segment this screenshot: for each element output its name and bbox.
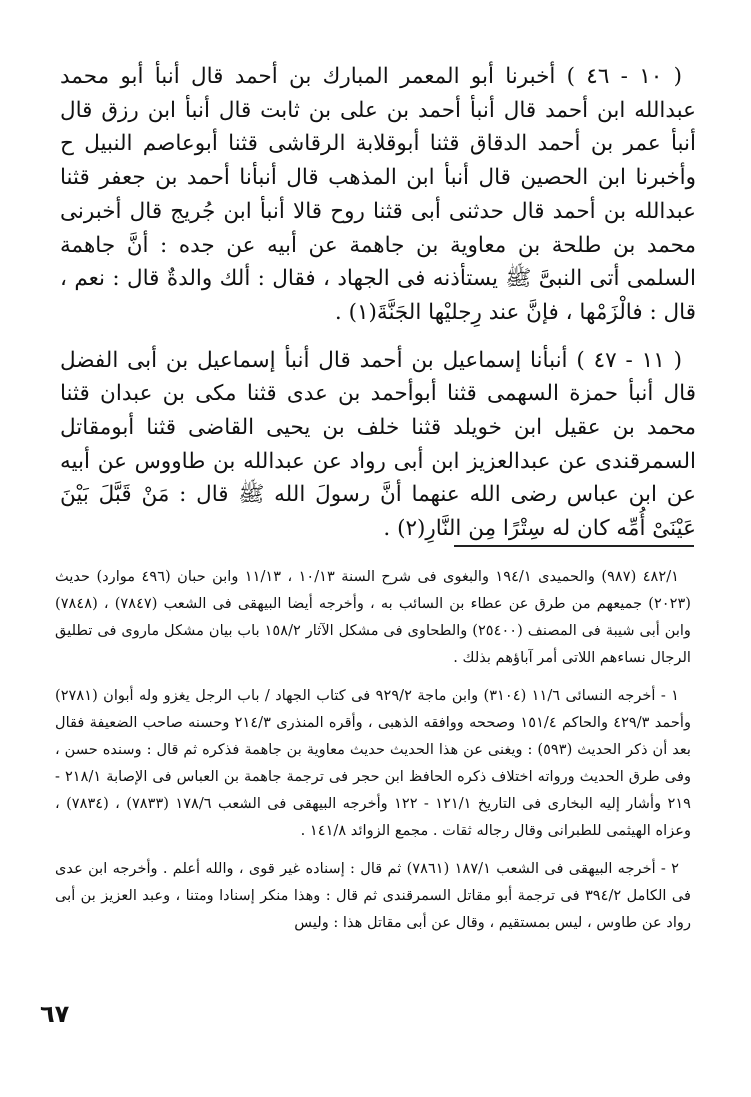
hadith-47: ( ١١ - ٤٧ ) أنبأنا إسماعيل بن أحمد قال أنبأ إسماعيل بن أبى الفضل قال أنبأ حمزة السهمى قثنا أبوأحمد بن عدى قثنا مكى بن عبدان قثنا محمد بن عقيل ابن خويلد قثنا خلف بن يحيى القاضى قثنا أبومقاتل السمرقندى عن عبدالعزيز ابن أبى رواد عن عبدالله بن طاووس عن أبيه عن ابن عباس رضى الله عنهما أنَّ رسولَ الله ﷺ قال : مَنْ قَبَّلَ بَيْنَ عَيْنَىْ أُمِّه كان له سِتْرًا مِن النَّارِ(٢) .	[60, 347, 696, 542]
page-number: ٦٧	[40, 1000, 70, 1028]
footnotes	[55, 563, 691, 947]
footnote-1: ١ - أخرجه النسائى ١١/٦ (٣١٠٤) وابن ماجة ٩٢٩/٢ فى كتاب الجهاد / باب الرجل يغزو وله أبوان (٢٧٨١) وأحمد ٤٢٩/٣ والحاكم ١٥١/٤ وصححه ووافقه الذهبى ، وأقره المنذرى ٢١٤/٣ وحسنه صاحب الضعيفة فقال بعد أن ذكر الحديث (٥٩٣) : ويغنى عن هذا الحديث حديث معاوية بن جاهمة فذكره ثم قال : وسنده حسن ، وفى طرق الحديث ورواته اختلاف ذكره الحافظ ابن حجر فى ترجمة جاهمة بن العباس فى الإصابة ٢١٨/١ - ٢١٩ وأشار إليه البخارى فى التاريخ ١٢١/١ - ١٢٢ وأخرجه البيهقى فى الشعب ١٧٨/٦ (٧٨٣٣) ، (٧٨٣٤) ، وعزاه الهيثمى للطبرانى وقال رجاله ثقات . مجمع الزوائد ١٤١/٨ .	[55, 687, 691, 839]
footnote-continued: ٤٨٢/١ (٩٨٧) والحميدى ١٩٤/١ والبغوى فى شرح السنة ١٠/١٣ ، ١١/١٣ وابن حبان (٤٩٦ موارد) حديث (٢٠٢٣) جميعهم من طرق عن عطاء بن السائب به ، وأخرجه أيضا البيهقى فى الشعب (٧٨٤٧) ، (٧٨٤٨) وابن أبى شيبة فى المصنف (٢٥٤٠٠) والطحاوى فى مشكل الآثار ١٥٨/٢ باب بيان مشكل ماروى فى تطليق الرجال نساءهم اللاتى أمر آباؤهم بذلك .	[55, 568, 691, 666]
footnote-separator	[454, 545, 694, 547]
hadith-46: ( ١٠ - ٤٦ ) أخبرنا أبو المعمر المبارك بن أحمد قال أنبأ أبو محمد عبدالله ابن أحمد قال أنبأ أحمد بن على بن ثابت قال أنبأ ابن رزق قال أنبأ عمر بن أحمد الدقاق قثنا أبوقلابة الرقاشى قثنا أبوعاصم النبيل ح وأخبرنا ابن الحصين قال أنبأ ابن المذهب قال أنبأنا أحمد بن جعفر قثنا عبدالله بن أحمد قال حدثنى أبى قثنا روح قالا أنبأ ابن جُريج قال أخبرنى محمد بن طلحة بن معاوية بن جاهمة عن أبيه عن جده : أنَّ جاهمة السلمى أتى النبىَّ ﷺ يستأذنه فى الجهاد ، فقال : ألك والدةٌ قال : نعم ، قال : فالْزَمْها ، فإنَّ عند رِجليْها الجَنَّةَ(١) .	[60, 64, 696, 325]
main-text	[60, 60, 696, 560]
footnote-2: ٢ - أخرجه البيهقى فى الشعب ١٨٧/١ (٧٨٦١) ثم قال : إسناده غير قوى ، والله أعلم . وأخرجه ابن عدى فى الكامل ٣٩٤/٢ فى ترجمة أبو مقاتل السمرقندى ثم قال : وهذا منكر إسنادا ومتنا ، وعبد العزيز بن أبى رواد عن طاوس ، ليس بمستقيم ، وقال عن أبى مقاتل هذا : وليس	[55, 860, 691, 931]
